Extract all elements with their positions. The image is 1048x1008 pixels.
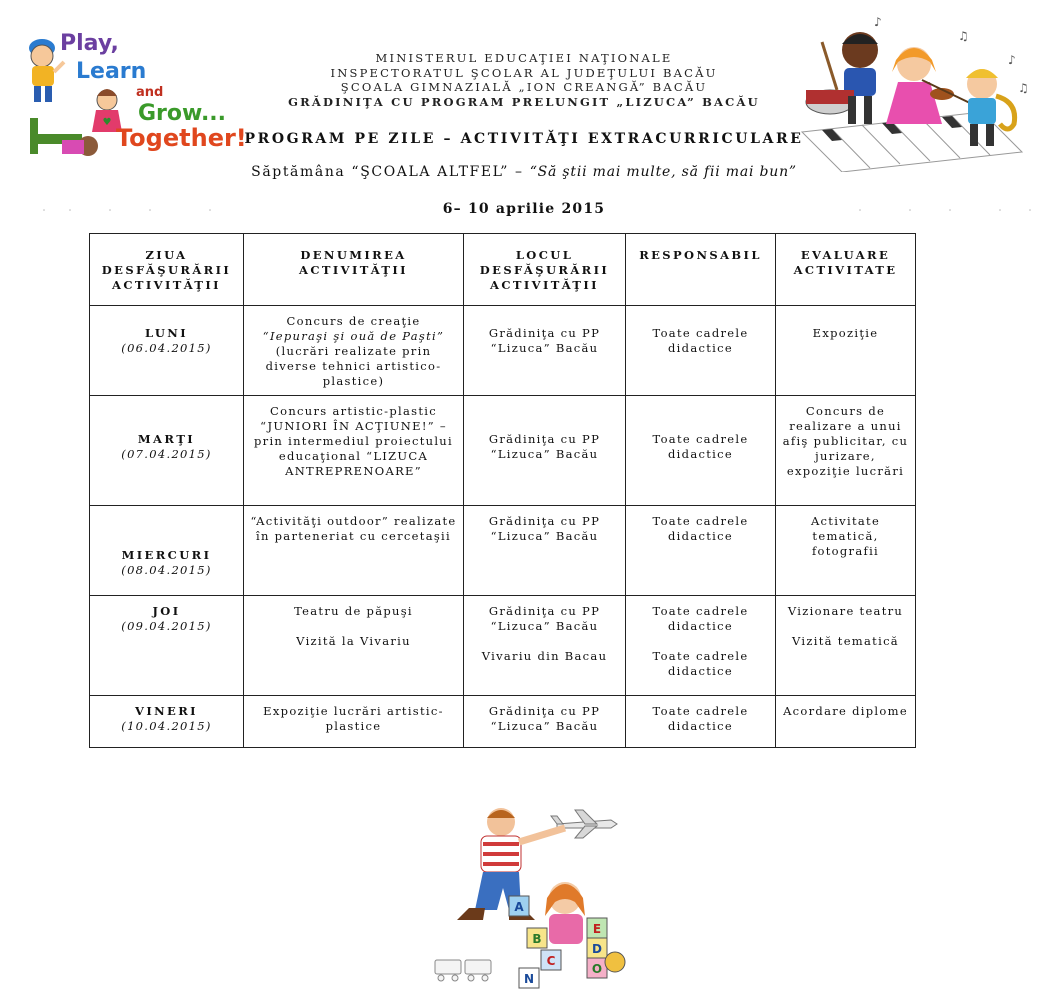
sitting-girl — [545, 882, 585, 944]
location-cell — [464, 596, 626, 696]
activity-cell: “Activităţi outdoor” realizate în parteneriat cu cercetaşii — [244, 506, 464, 596]
day-name: VINERI — [135, 704, 198, 718]
toy-train — [435, 960, 491, 981]
day-date: (10.04.2015) — [121, 719, 212, 733]
location-line: Grădiniţa cu PP “Lizuca” Bacău — [488, 604, 601, 633]
activity-cell — [244, 596, 464, 696]
col-header-evaluation: EVALUARE ACTIVITATE — [776, 234, 916, 306]
evaluation-line: Vizită tematică — [792, 634, 899, 648]
kindergarten-line: GRĂDINIŢA CU PROGRAM PRELUNGIT „LIZUCA” BACĂU — [288, 95, 760, 109]
block-o-letter: O — [591, 962, 603, 976]
day-cell — [90, 596, 244, 696]
evaluation-cell — [776, 596, 916, 696]
location-line: Vivariu din Bacau — [481, 649, 608, 663]
activity-detail: (lucrări realizate prin diverse tehnici artistico-plastice) — [265, 344, 442, 388]
col-header-activity: DENUMIREA ACTIVITĂŢII — [244, 234, 464, 306]
day-cell — [90, 696, 244, 748]
evaluation-cell: Acordare diplome — [776, 696, 916, 748]
block-c-letter: C — [546, 954, 556, 968]
responsible-cell: Toate cadrele didactice — [626, 396, 776, 506]
day-name: LUNI — [145, 326, 188, 340]
day-date: (07.04.2015) — [121, 447, 212, 461]
table-header-row — [90, 234, 916, 306]
col-header-day: ZIUA DESFĂŞURĂRII ACTIVITĂŢII — [90, 234, 244, 306]
table-row — [90, 596, 916, 696]
responsible-line: Toate cadrele didactice — [652, 604, 749, 633]
svg-text:♪: ♪ — [1008, 53, 1016, 67]
table-row — [90, 696, 916, 748]
day-date: (09.04.2015) — [121, 619, 212, 633]
week-subtitle — [0, 164, 1048, 180]
ministry-line: MINISTERUL EDUCAŢIEI NAŢIONALE — [375, 51, 673, 65]
day-name: MIERCURI — [121, 548, 212, 562]
day-cell — [90, 506, 244, 596]
week-motto: “Să ştii mai multe, să fii mai bun” — [529, 164, 797, 180]
logo-learn-text: Learn — [76, 59, 147, 84]
logo-and-text: and — [136, 85, 164, 100]
activity-line: Concurs de creaţie — [286, 314, 421, 328]
svg-text:♫: ♫ — [1018, 81, 1029, 95]
school-line: ŞCOALA GIMNAZIALĂ „ION CREANGĂ” BACĂU — [340, 80, 708, 94]
kids-blocks-illustration — [425, 800, 640, 1000]
schedule-table — [89, 233, 916, 748]
location-cell: Grădiniţa cu PP “Lizuca” Bacău — [464, 306, 626, 396]
table-row — [90, 396, 916, 506]
block-a-letter: A — [514, 900, 524, 914]
logo-play-text: Play, — [60, 31, 119, 56]
toy-airplane — [551, 810, 617, 838]
responsible-line: Toate cadrele didactice — [652, 649, 749, 678]
day-name: MARŢI — [137, 432, 196, 446]
block-d-letter: D — [592, 942, 602, 956]
col-header-location: LOCUL DESFĂŞURĂRII ACTIVITĂŢII — [464, 234, 626, 306]
location-cell: Grădiniţa cu PP “Lizuca” Bacău — [464, 396, 626, 506]
block-b-letter: B — [532, 932, 542, 946]
evaluation-line: Vizionare teatru — [787, 604, 904, 618]
logo-grow-text: Grow... — [138, 101, 227, 126]
table-row — [90, 306, 916, 396]
location-cell: Grădiniţa cu PP “Lizuca” Bacău — [464, 506, 626, 596]
location-cell: Grădiniţa cu PP “Lizuca” Bacău — [464, 696, 626, 748]
activity-line: Teatru de păpuşi — [294, 604, 413, 618]
day-date: (08.04.2015) — [121, 563, 212, 577]
activity-line: Vizită la Vivariu — [296, 634, 411, 648]
activity-cell: Expoziţie lucrări artistic-plastice — [244, 696, 464, 748]
block-e-letter: E — [592, 922, 602, 936]
evaluation-cell: Activitate tematică, fotografii — [776, 506, 916, 596]
activity-cell — [244, 306, 464, 396]
activity-title: “Iepuraşi şi ouă de Paşti” — [262, 329, 445, 343]
responsible-cell: Toate cadrele didactice — [626, 506, 776, 596]
decorative-dots-right — [850, 205, 1040, 215]
responsible-cell — [626, 596, 776, 696]
evaluation-cell: Expoziţie — [776, 306, 916, 396]
date-range: 6– 10 aprilie 2015 — [442, 201, 606, 217]
week-prefix: Săptămâna “ŞCOALA ALTFEL” – — [251, 164, 524, 180]
activity-cell: Concurs artistic-plastic “JUNIORI ÎN ACŢIUNE!” – prin intermediul proiectului educaţional “LIZUCA ANTREPRENOARE” — [244, 396, 464, 506]
decorative-dots-left — [40, 205, 240, 215]
logo-together-text: Together! — [116, 124, 247, 152]
page-title: PROGRAM PE ZILE – ACTIVITĂŢI EXTRACURRICULARE — [244, 131, 804, 147]
day-cell — [90, 306, 244, 396]
responsible-cell: Toate cadrele didactice — [626, 696, 776, 748]
block-n-letter: N — [523, 972, 535, 986]
day-date: (06.04.2015) — [121, 341, 212, 355]
day-name: JOI — [152, 604, 181, 618]
table-row — [90, 506, 916, 596]
evaluation-cell: Concurs de realizare a unui afiş publicitar, cu jurizare, expoziţie lucrări — [776, 396, 916, 506]
col-header-responsible: RESPONSABIL — [626, 234, 776, 306]
svg-text:♥: ♥ — [102, 117, 112, 128]
responsible-cell: Toate cadrele didactice — [626, 306, 776, 396]
day-cell — [90, 396, 244, 506]
svg-text:♫: ♫ — [958, 29, 969, 43]
inspectorate-line: INSPECTORATUL ŞCOLAR AL JUDEŢULUI BACĂU — [330, 66, 718, 80]
svg-text:♪: ♪ — [874, 15, 882, 29]
